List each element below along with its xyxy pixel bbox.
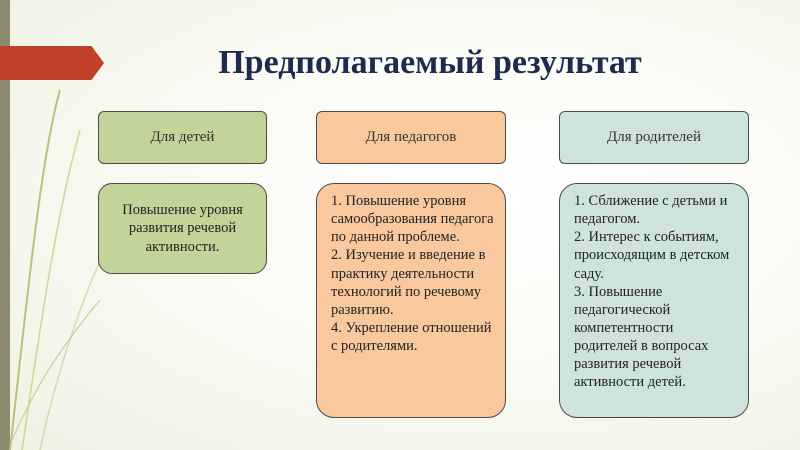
header-teachers: Для педагогов <box>316 111 506 164</box>
teachers-item-2: 2. Изучение и введение в практику деятельности технологий по речевому развитию. <box>331 247 486 318</box>
header-parents: Для родителей <box>559 111 749 164</box>
children-item: Повышение уровня развития речевой активности. <box>122 202 243 255</box>
teachers-item-1: 1. Повышение уровня самообразования педагога по данной проблеме. <box>331 193 494 246</box>
teachers-item-4: 4. Укрепление отношений с родителями. <box>331 319 492 354</box>
teachers-results <box>316 183 506 418</box>
title-arrow-shape <box>0 46 104 80</box>
parents-results <box>559 183 749 418</box>
children-results <box>98 183 267 274</box>
page-title: Предполагаемый результат <box>218 44 642 81</box>
parents-item-3: 3. Повышение педагогической компетентности родителей в вопросах развития речевой активности детей. <box>574 283 709 391</box>
header-children: Для детей <box>98 111 267 164</box>
parents-item-1: 1. Сближение с детьми и педагогом. <box>574 193 728 228</box>
parents-item-2: 2. Интерес к событиям, происходящим в детском саду. <box>574 229 730 282</box>
